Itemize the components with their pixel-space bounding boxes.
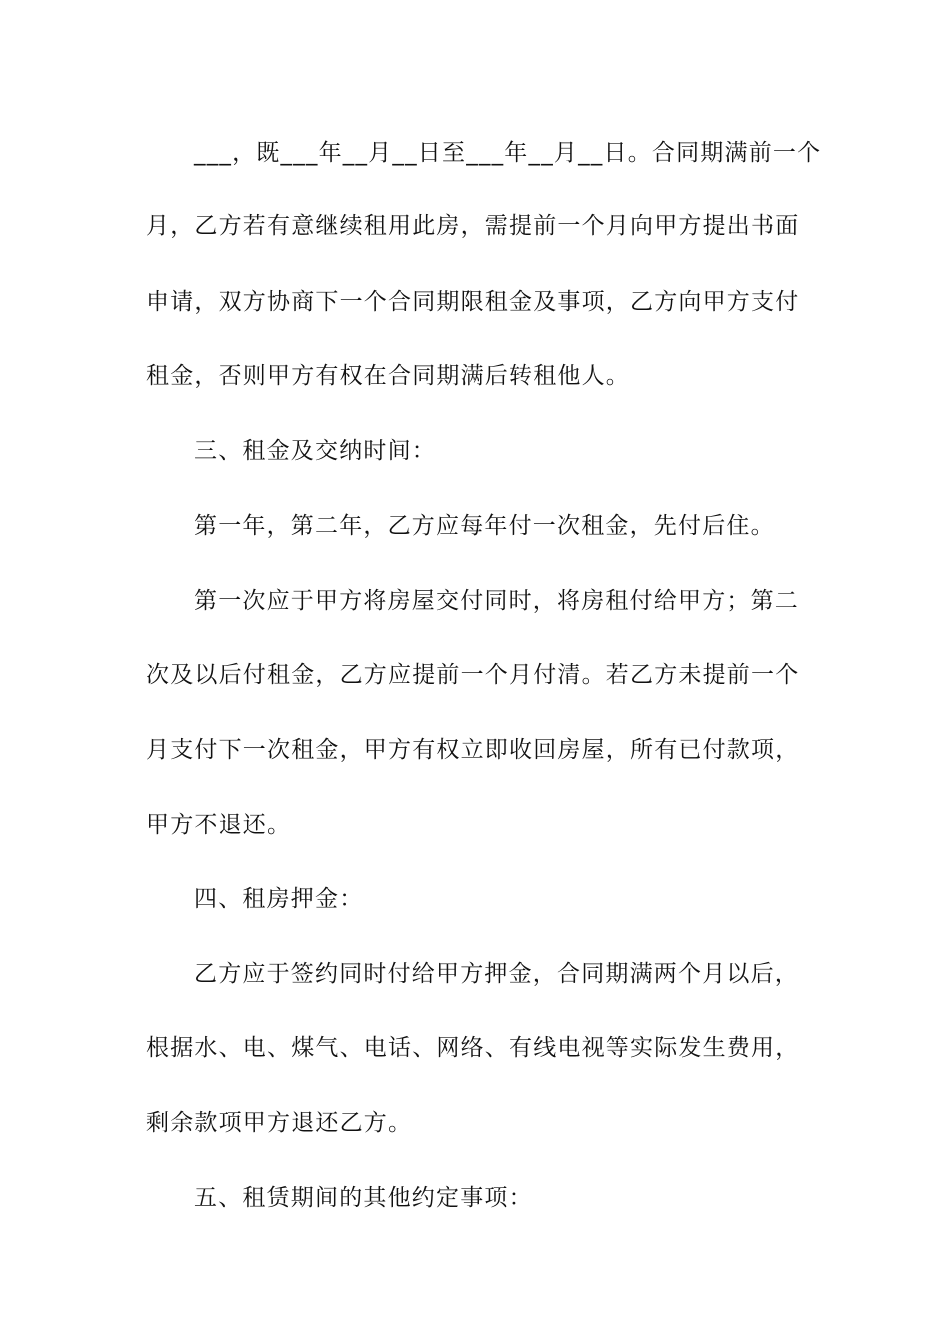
paragraph-line: 根据水、电、煤气、电话、网络、有线电视等实际发生费用， (146, 1035, 800, 1061)
section-heading-other-terms: 五、租赁期间的其他约定事项： (194, 1185, 533, 1211)
paragraph-line: 申请，双方协商下一个合同期限租金及事项，乙方向甲方支付 (146, 289, 800, 315)
paragraph-line: 第一次应于甲方将房屋交付同时，将房租付给甲方；第二 (194, 588, 799, 614)
paragraph-line: 剩余款项甲方退还乙方。 (146, 1110, 413, 1136)
paragraph-line: 月，乙方若有意继续租用此房，需提前一个月向甲方提出书面 (146, 213, 800, 239)
paragraph-line: 第一年，第二年，乙方应每年付一次租金，先付后住。 (194, 513, 775, 539)
paragraph-line: 乙方应于签约同时付给甲方押金，合同期满两个月以后， (194, 961, 799, 987)
paragraph-line-lease-term: ___，既___年__月__日至___年__月__日。合同期满前一个 (194, 140, 822, 166)
paragraph-line: 次及以后付租金，乙方应提前一个月付清。若乙方未提前一个 (146, 662, 800, 688)
section-heading-deposit: 四、租房押金： (194, 886, 364, 912)
paragraph-line: 月支付下一次租金，甲方有权立即收回房屋，所有已付款项， (146, 737, 800, 763)
section-heading-rent-payment: 三、租金及交纳时间： (194, 438, 436, 464)
paragraph-line: 租金，否则甲方有权在合同期满后转租他人。 (146, 363, 630, 389)
paragraph-line: 甲方不退还。 (146, 812, 292, 838)
